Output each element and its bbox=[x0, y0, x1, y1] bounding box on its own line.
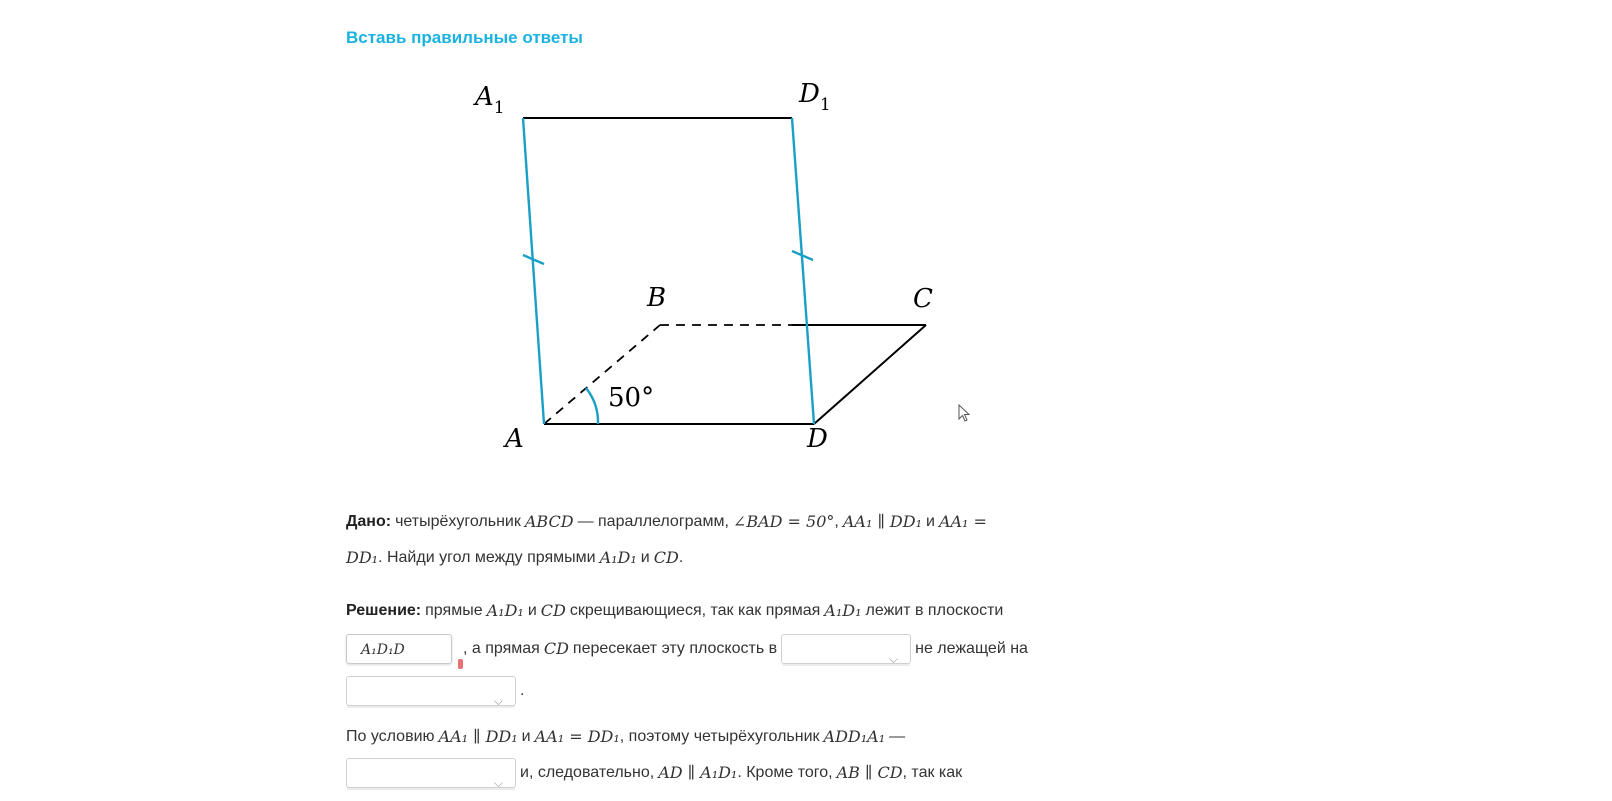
given-text: и bbox=[640, 549, 650, 566]
vertex-label-A1: $A_1$ bbox=[475, 82, 505, 118]
math-a1d1: A₁D₁ bbox=[599, 548, 637, 567]
math-cd: CD bbox=[543, 639, 569, 658]
vertex-label-D: D bbox=[807, 424, 828, 454]
solution-text: — bbox=[889, 728, 906, 745]
math-angle-bad: ∠BAD = 50° bbox=[732, 512, 835, 531]
solution-text: , поэтому четырёхугольник bbox=[619, 728, 820, 745]
math-cd: CD bbox=[653, 548, 679, 567]
solution-text: пересекает эту плоскость в bbox=[572, 640, 778, 657]
math-abcd: ABCD bbox=[524, 512, 574, 531]
solution-text: прямые bbox=[425, 602, 483, 619]
chevron-down-icon: ⌵ bbox=[493, 694, 503, 708]
solution-text: По условию bbox=[346, 728, 435, 745]
solution-text: лежит в плоскости bbox=[865, 602, 1004, 619]
solution-line-5 bbox=[346, 755, 1032, 791]
base-solid-edges bbox=[523, 118, 926, 424]
given-text: . Найди угол между прямыми bbox=[378, 549, 596, 566]
solution-text: и bbox=[527, 602, 537, 619]
solution-line-1 bbox=[346, 593, 1032, 629]
solution-line-4 bbox=[346, 719, 1032, 755]
point-dropdown[interactable] bbox=[781, 634, 911, 664]
lateral-edges bbox=[523, 118, 814, 424]
math-cd: CD bbox=[540, 601, 566, 620]
vertex-label-D1: $D_1$ bbox=[799, 79, 831, 115]
plane-answer-field[interactable]: A₁D₁D bbox=[346, 634, 452, 664]
given-text: — параллелограмм, bbox=[577, 513, 729, 530]
vertex-label-C: C bbox=[913, 284, 933, 314]
edge-A-A1 bbox=[523, 118, 544, 424]
math-dd1: DD₁ bbox=[346, 548, 379, 567]
parallelepiped-figure bbox=[346, 70, 986, 480]
solution-text: , так как bbox=[902, 764, 963, 781]
edge-D-D1 bbox=[792, 118, 814, 424]
math-parallel: AA₁ ∥ DD₁ bbox=[438, 727, 518, 746]
hidden-edges bbox=[544, 325, 792, 424]
given-line-2 bbox=[346, 540, 991, 576]
given-line-1 bbox=[346, 504, 991, 540]
solution-label: Решение: bbox=[346, 602, 422, 619]
vertex-label-A: A bbox=[505, 424, 524, 454]
solution-text: . Кроме того, bbox=[737, 764, 833, 781]
solution-text: и bbox=[521, 728, 531, 745]
angle-label: 50° bbox=[608, 383, 655, 413]
solution-line-3 bbox=[346, 669, 1032, 713]
line-dropdown[interactable] bbox=[346, 676, 516, 706]
given-block bbox=[346, 504, 991, 576]
math-parallel: AA₁ ∥ DD₁ bbox=[842, 512, 922, 531]
given-text: , bbox=[834, 513, 839, 530]
math-parallel: AB ∥ CD bbox=[836, 763, 903, 782]
solution-text: , а прямая bbox=[463, 640, 540, 657]
chevron-down-icon: ⌵ bbox=[493, 776, 503, 790]
math-add1a1: ADD₁A₁ bbox=[823, 727, 886, 746]
task-title: Вставь правильные ответы bbox=[346, 28, 583, 47]
mouse-cursor-icon bbox=[958, 404, 972, 424]
solution-line-2 bbox=[346, 629, 1032, 669]
given-text: четырёхугольник bbox=[395, 513, 521, 530]
solution-text: . bbox=[520, 682, 525, 699]
angle-arc bbox=[586, 388, 598, 424]
math-equal: AA₁ = bbox=[938, 512, 987, 531]
chevron-down-icon: ⌵ bbox=[889, 652, 899, 666]
solution-text: не лежащей на bbox=[915, 640, 1028, 657]
given-text: . bbox=[678, 549, 684, 566]
math-a1d1: A₁D₁ bbox=[486, 601, 524, 620]
math-equal: AA₁ = DD₁ bbox=[534, 727, 620, 746]
math-a1d1: A₁D₁ bbox=[824, 601, 862, 620]
given-text: и bbox=[926, 513, 935, 530]
solution-text: скрещивающиеся, так как прямая bbox=[569, 602, 821, 619]
edge-D-C bbox=[814, 325, 926, 424]
vertex-label-B: B bbox=[647, 283, 667, 313]
solution-text: и, следовательно, bbox=[520, 764, 655, 781]
math-parallel: AD ∥ A₁D₁ bbox=[658, 763, 738, 782]
solution-block bbox=[346, 593, 1032, 791]
given-label: Дано: bbox=[346, 513, 392, 530]
